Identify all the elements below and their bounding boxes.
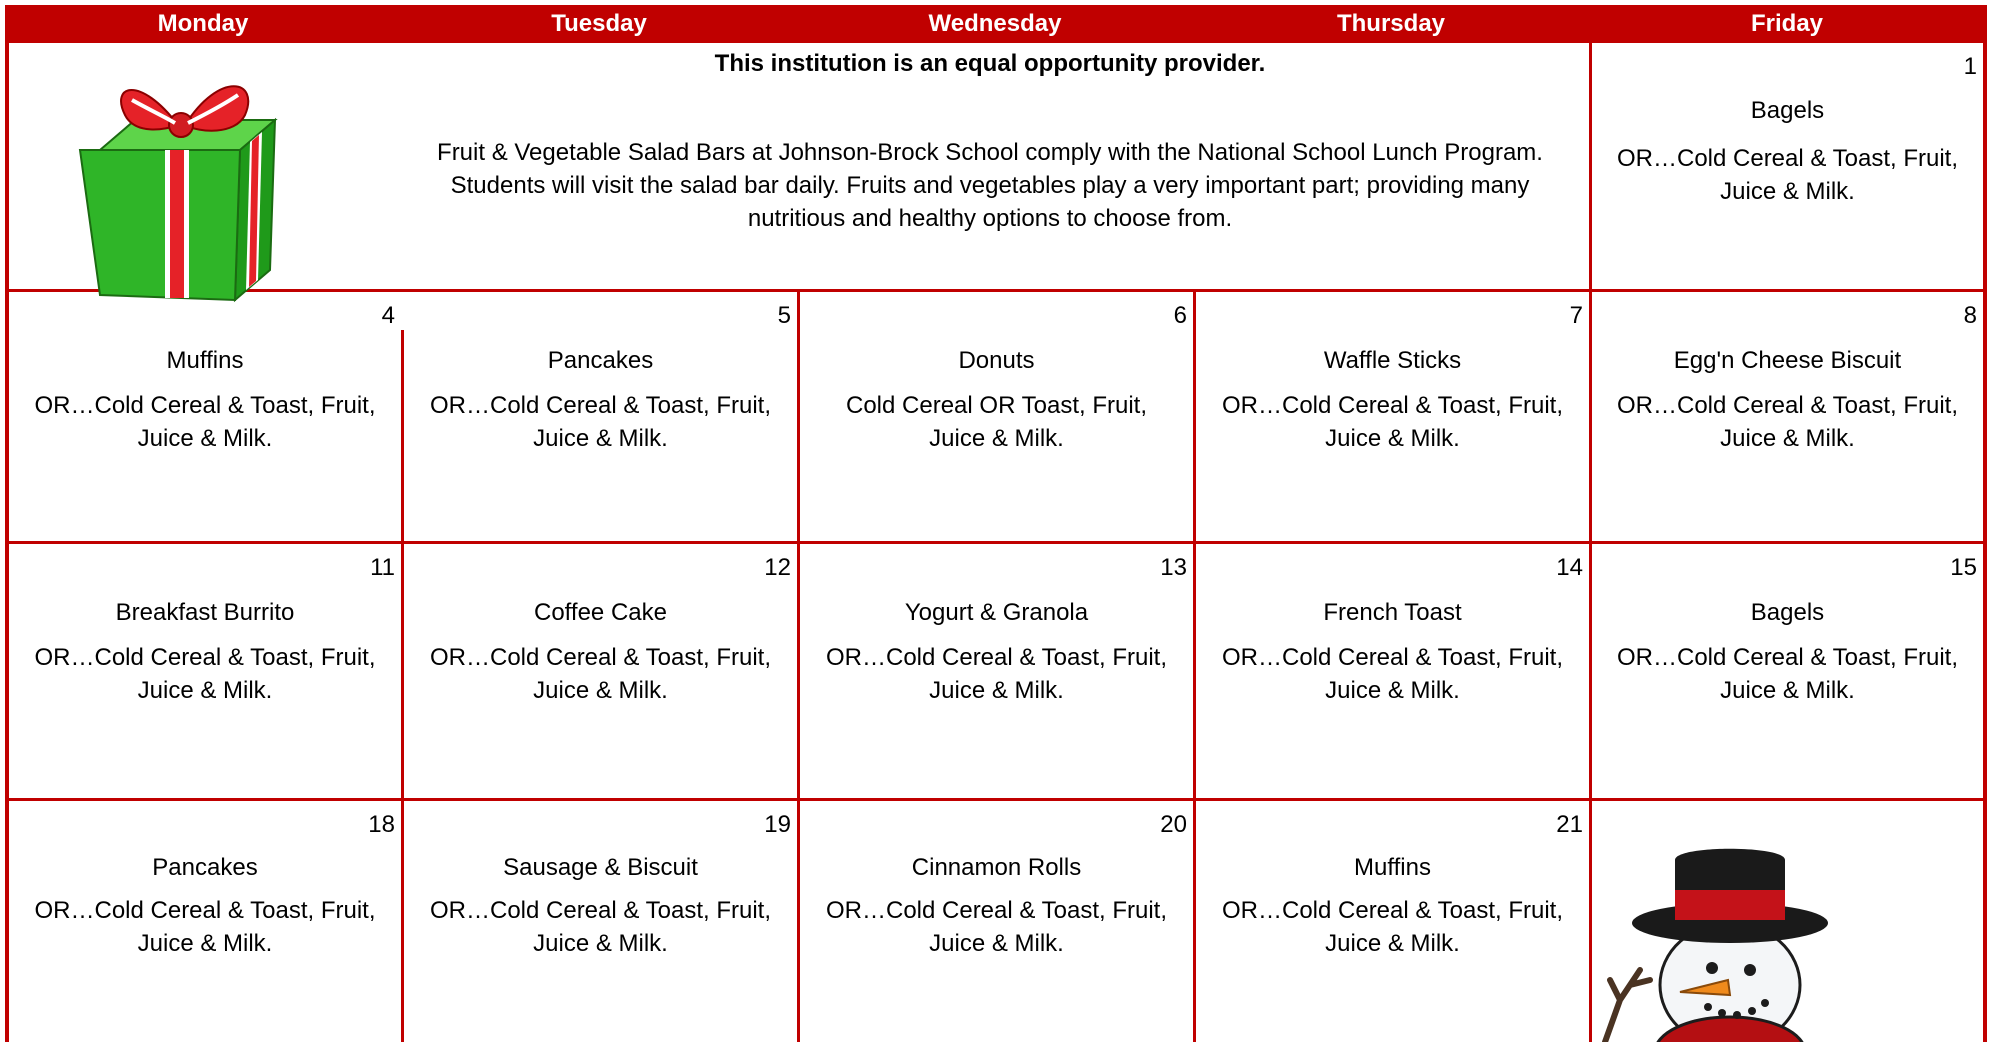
day-cell-7 — [1196, 292, 1589, 541]
menu-item: Egg'n Cheese Biscuit — [1673, 347, 1902, 374]
menu-alternative: OR…Cold Cereal & Toast, Fruit, — [34, 897, 376, 924]
menu-alternative-2: Juice & Milk. — [1720, 677, 1855, 704]
menu-alternative: OR…Cold Cereal & Toast, Fruit, — [1616, 644, 1958, 671]
header-friday: Friday — [1750, 10, 1824, 37]
menu-alternative-2: Juice & Milk. — [533, 425, 668, 452]
menu-item: Pancakes — [547, 347, 654, 374]
menu-item: Muffins — [166, 347, 244, 374]
menu-alternative: OR…Cold Cereal & Toast, Fruit, — [1616, 392, 1958, 419]
menu-item: Bagels — [1750, 599, 1825, 626]
day-cell-5 — [404, 292, 797, 541]
menu-alternative-2: Juice & Milk. — [533, 930, 668, 957]
menu-alternative-2: Juice & Milk. — [1720, 178, 1855, 205]
header-monday: Monday — [157, 10, 249, 37]
day-cell-19 — [404, 801, 797, 1042]
menu-alternative-2: Juice & Milk. — [929, 425, 1064, 452]
menu-item: Yogurt & Granola — [904, 599, 1089, 626]
menu-alternative: OR…Cold Cereal & Toast, Fruit, — [1221, 392, 1563, 419]
menu-alternative-2: Juice & Milk. — [1325, 677, 1460, 704]
menu-alternative: OR…Cold Cereal & Toast, Fruit, — [1616, 145, 1958, 172]
day-cell-6 — [800, 292, 1193, 541]
header-wednesday: Wednesday — [928, 10, 1062, 37]
header-thursday: Thursday — [1336, 10, 1446, 37]
day-number: 14 — [1556, 554, 1583, 581]
menu-item: Muffins — [1354, 854, 1431, 881]
day-number: 20 — [1160, 811, 1187, 838]
day-cell-20 — [800, 801, 1193, 1042]
day-cell-8 — [1592, 292, 1983, 541]
day-cell-12 — [404, 544, 797, 798]
day-cell-15 — [1592, 544, 1983, 798]
menu-alternative-2: Juice & Milk. — [1325, 425, 1460, 452]
equal-opportunity-notice: This institution is an equal opportunity provider. — [714, 50, 1266, 77]
day-cell-14 — [1196, 544, 1589, 798]
menu-alternative-2: Juice & Milk. — [929, 677, 1064, 704]
menu-alternative: OR…Cold Cereal & Toast, Fruit, — [1221, 644, 1563, 671]
day-number: 7 — [1569, 302, 1583, 329]
day-number: 15 — [1950, 554, 1977, 581]
menu-alternative-2: Juice & Milk. — [929, 930, 1064, 957]
menu-alternative-2: Juice & Milk. — [137, 425, 273, 452]
menu-item: Donuts — [958, 347, 1035, 374]
day-number: 11 — [370, 554, 395, 581]
day-number: 4 — [381, 302, 395, 329]
day-number: 21 — [1556, 811, 1583, 838]
gift-box-illustration — [70, 55, 290, 305]
day-number: 13 — [1160, 554, 1187, 581]
day-number: 8 — [1963, 302, 1977, 329]
menu-alternative: OR…Cold Cereal & Toast, Fruit, — [429, 392, 771, 419]
day-number: 5 — [777, 302, 791, 329]
menu-alternative: OR…Cold Cereal & Toast, Fruit, — [429, 897, 771, 924]
salad-bar-notice: Fruit & Vegetable Salad Bars at Johnson-Brock School comply with the National School Lunch Program. Students will visit the salad bar daily. Fruits and vegetables play a very important part; providing many nutritious and healthy options to choose from. — [437, 139, 1543, 232]
menu-item: French Toast — [1323, 599, 1462, 626]
menu-item: Sausage & Biscuit — [503, 854, 698, 881]
menu-item: Bagels — [1750, 97, 1825, 124]
weekday-header — [5, 5, 1985, 43]
day-number: 1 — [1963, 53, 1977, 80]
header-tuesday: Tuesday — [551, 10, 647, 37]
snowman-illustration — [1600, 820, 1850, 1042]
day-cell-4 — [9, 292, 401, 541]
menu-alternative: Cold Cereal OR Toast, Fruit, — [846, 392, 1147, 419]
menu-alternative-2: Juice & Milk. — [1720, 425, 1855, 452]
day-number: 6 — [1173, 302, 1187, 329]
day-number: 12 — [764, 554, 791, 581]
menu-alternative: OR…Cold Cereal & Toast, Fruit, — [429, 644, 771, 671]
right-border — [1983, 5, 1987, 1042]
menu-alternative-2: Juice & Milk. — [137, 677, 273, 704]
day-number: 19 — [764, 811, 791, 838]
menu-alternative: OR…Cold Cereal & Toast, Fruit, — [34, 644, 376, 671]
day-cell-11 — [9, 544, 401, 798]
day-cell-1 — [1592, 43, 1983, 289]
menu-alternative: OR…Cold Cereal & Toast, Fruit, — [825, 644, 1167, 671]
menu-item: Cinnamon Rolls — [911, 854, 1082, 881]
menu-item: Pancakes — [152, 854, 258, 881]
menu-alternative-2: Juice & Milk. — [1325, 930, 1460, 957]
menu-alternative: OR…Cold Cereal & Toast, Fruit, — [825, 897, 1167, 924]
menu-alternative: OR…Cold Cereal & Toast, Fruit, — [1221, 897, 1563, 924]
day-number: 18 — [368, 811, 395, 838]
day-cell-13 — [800, 544, 1193, 798]
menu-item: Waffle Sticks — [1323, 347, 1462, 374]
day-cell-21 — [1196, 801, 1589, 1042]
menu-alternative-2: Juice & Milk. — [137, 930, 273, 957]
day-cell-18 — [9, 801, 401, 1042]
menu-item: Coffee Cake — [534, 599, 667, 626]
menu-alternative: OR…Cold Cereal & Toast, Fruit, — [34, 392, 376, 419]
menu-item: Breakfast Burrito — [115, 599, 295, 626]
menu-alternative-2: Juice & Milk. — [533, 677, 668, 704]
